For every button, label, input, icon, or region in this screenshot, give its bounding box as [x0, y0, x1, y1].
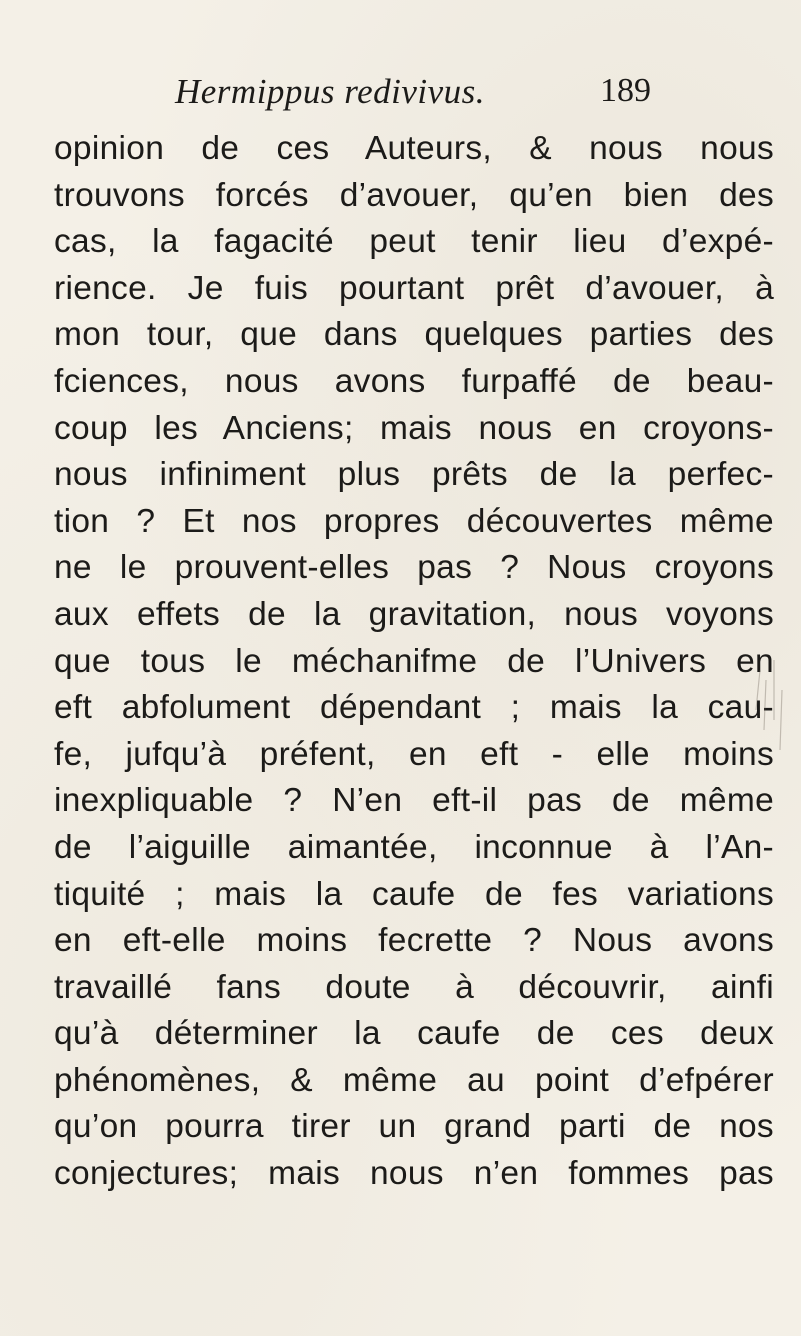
text-line: coup les Anciens; mais nous en croyons- — [54, 409, 774, 447]
text-line: fciences, nous avons furpaffé de beau- — [54, 362, 774, 400]
text-line: que tous le méchanifme de l’Univers en — [54, 642, 774, 680]
running-title: Hermippus redivivus. — [175, 72, 486, 111]
text-line: en eft-elle moins fecrette ? Nous avons — [54, 922, 774, 960]
text-line: trouvons forcés d’avouer, qu’en bien des — [54, 176, 774, 214]
text-line: aux effets de la gravitation, nous voyons — [54, 595, 774, 633]
text-line: nous infiniment plus prêts de la perfec- — [54, 456, 774, 494]
running-head — [0, 70, 801, 114]
text-line: rience. Je fuis pourtant prêt d’avouer, à — [54, 269, 774, 307]
text-line: tiquité ; mais la caufe de fes variations — [54, 875, 774, 913]
text-line: qu’on pourra tirer un grand parti de nos — [54, 1108, 774, 1146]
text-line: travaillé fans doute à découvrir, ainfi — [54, 968, 774, 1006]
text-line: phénomènes, & même au point d’efpérer — [54, 1061, 774, 1099]
page-number: 189 — [600, 72, 651, 109]
body-text — [54, 126, 774, 1198]
text-line: qu’à déterminer la caufe de ces deux — [54, 1015, 774, 1053]
text-line: cas, la fagacité peut tenir lieu d’expé- — [54, 223, 774, 261]
text-line: conjectures; mais nous n’en fommes pas — [54, 1155, 774, 1193]
text-line: opinion de ces Auteurs, & nous nous — [54, 130, 774, 167]
text-line: mon tour, que dans quelques parties des — [54, 316, 774, 354]
text-line: eft abfolument dépendant ; mais la cau- — [54, 689, 774, 727]
text-line: de l’aiguille aimantée, inconnue à l’An- — [54, 828, 774, 866]
show-through-marks — [752, 650, 792, 780]
text-line: ne le prouvent-elles pas ? Nous croyons — [54, 549, 774, 587]
text-line: tion ? Et nos propres découvertes même — [54, 502, 774, 540]
text-line: fe, jufqu’à préfent, en eft - elle moins — [54, 735, 774, 773]
text-line: inexpliquable ? N’en eft-il pas de même — [54, 782, 774, 820]
